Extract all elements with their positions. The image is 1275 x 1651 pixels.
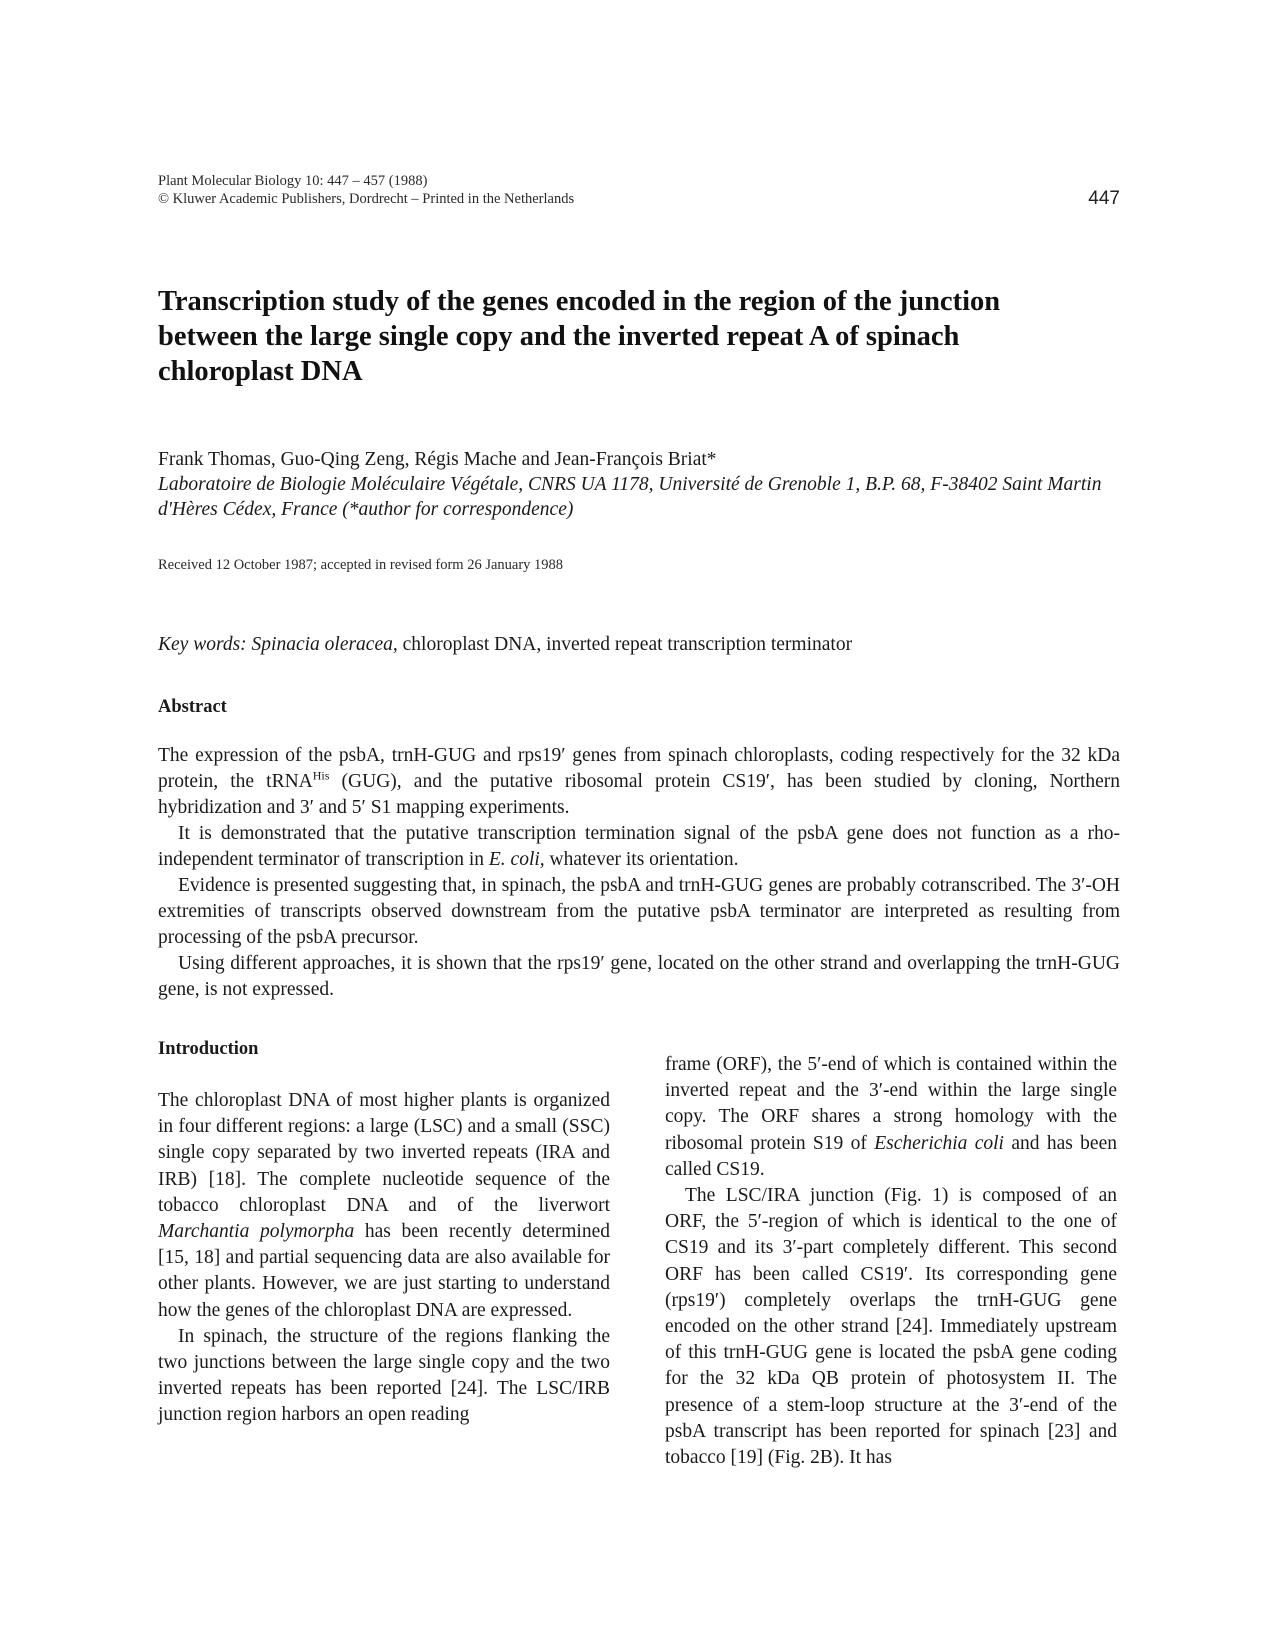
right-column	[665, 1052, 1117, 1471]
abstract-text: (GUG), and the putative ribosomal protein CS19′, has been studied by cloning, Northern hybridization and 3′ and 5′ S1 mapping experiments.	[158, 771, 1120, 818]
running-header	[158, 172, 1120, 208]
keywords-label: Key words:	[158, 634, 247, 655]
paper-title: Transcription study of the genes encoded in the region of the junction between the large single copy and the inverted repeat A of spinach chloroplast DNA	[158, 286, 1001, 387]
intro-paragraph: The LSC/IRA junction (Fig. 1) is composed of an ORF, the 5′-region of which is identical to the one of CS19 and its 3′-part completely different. This second ORF has been called CS19′. Its corresponding gene (rps19′) completely overlaps the trnH-GUG gene encoded on the other strand [24]. Immediately upstream of this trnH-GUG gene is located the psbA gene coding for the 32 kDa QB protein of photosystem II. The presence of a stem-loop structure at the 3′-end of the psbA transcript has been reported for spinach [23] and tobacco [19] (Fig. 2B). It has	[665, 1185, 1117, 1469]
keywords	[158, 634, 852, 656]
journal-citation: Plant Molecular Biology 10: 447 – 457 (1988)	[158, 173, 428, 189]
abstract-paragraph	[158, 743, 1120, 821]
left-column	[158, 1038, 610, 1429]
intro-text: The chloroplast DNA of most higher plants is organized in four different regions: a large (LSC) and a small (SSC) single copy separated by two inverted repeats (IRA and IRB) [18]. The complete nucleotide sequence of the tobacco chloroplast DNA and of the liverwort	[158, 1090, 610, 1216]
author-block	[158, 447, 1118, 522]
abstract-heading: Abstract	[158, 697, 227, 717]
keywords-species: Spinacia oleracea,	[251, 634, 398, 655]
introduction-heading: Introduction	[158, 1039, 259, 1059]
page-number: 447	[1088, 188, 1120, 209]
abstract-text: whatever its orientation.	[544, 849, 739, 870]
intro-paragraph: In spinach, the structure of the regions flanking the two junctions between the large single copy and the two inverted repeats has been reported [24]. The LSC/IRB junction region harbors an open reading	[158, 1325, 610, 1426]
intro-paragraph	[158, 1088, 610, 1324]
abstract-text: The expression of the psbA, trnH-GUG and rps19′ genes from spinach chloroplasts, coding respectively for the 32 kDa protein, the tRNA	[158, 745, 1120, 792]
organism-name: Marchantia polymorpha	[158, 1221, 355, 1243]
organism-name: E. coli,	[488, 849, 545, 870]
received-dates: Received 12 October 1987; accepted in revised form 26 January 1988	[158, 557, 564, 573]
abstract-paragraph	[158, 821, 1120, 873]
abstract-text: It is demonstrated that the putative transcription termination signal of the psbA gene does not function as a rho-independent terminator of transcription in	[158, 823, 1120, 870]
intro-text: has been recently determined [15, 18] and partial sequencing data are also available for other plants. However, we are just starting to understand how the genes of the chloroplast DNA are expressed.	[158, 1221, 611, 1321]
affiliation: Laboratoire de Biologie Moléculaire Végétale, CNRS UA 1178, Université de Grenoble 1, B.P. 68, F-38402 Saint Martin d'Hères Cédex, France (*author for correspondence)	[158, 474, 1102, 520]
intro-paragraph-continued	[665, 1052, 1117, 1183]
abstract-body	[158, 743, 1120, 1003]
abstract-paragraph: Using different approaches, it is shown that the rps19′ gene, located on the other strand and overlapping the trnH-GUG gene, is not expressed.	[158, 953, 1120, 1000]
abstract-paragraph: Evidence is presented suggesting that, in spinach, the psbA and trnH-GUG genes are probably cotranscribed. The 3′-OH extremities of transcripts observed downstream from the putative psbA terminator are interpreted as resulting from processing of the psbA precursor.	[158, 875, 1120, 948]
author-names: Frank Thomas, Guo-Qing Zeng, Régis Mache and Jean-François Briat*	[158, 449, 717, 470]
superscript: His	[312, 768, 330, 783]
publisher-line: © Kluwer Academic Publishers, Dordrecht – Printed in the Netherlands	[158, 191, 575, 207]
keywords-terms: chloroplast DNA, inverted repeat transcription terminator	[402, 634, 853, 655]
intro-text: and has been called CS19.	[665, 1132, 1117, 1180]
organism-name: Escherichia coli	[874, 1132, 1004, 1154]
intro-text: frame (ORF), the 5′-end of which is contained within the inverted repeat and the 3′-end within the large single copy. The ORF shares a strong homology with the ribosomal protein S19 of	[665, 1054, 1117, 1154]
